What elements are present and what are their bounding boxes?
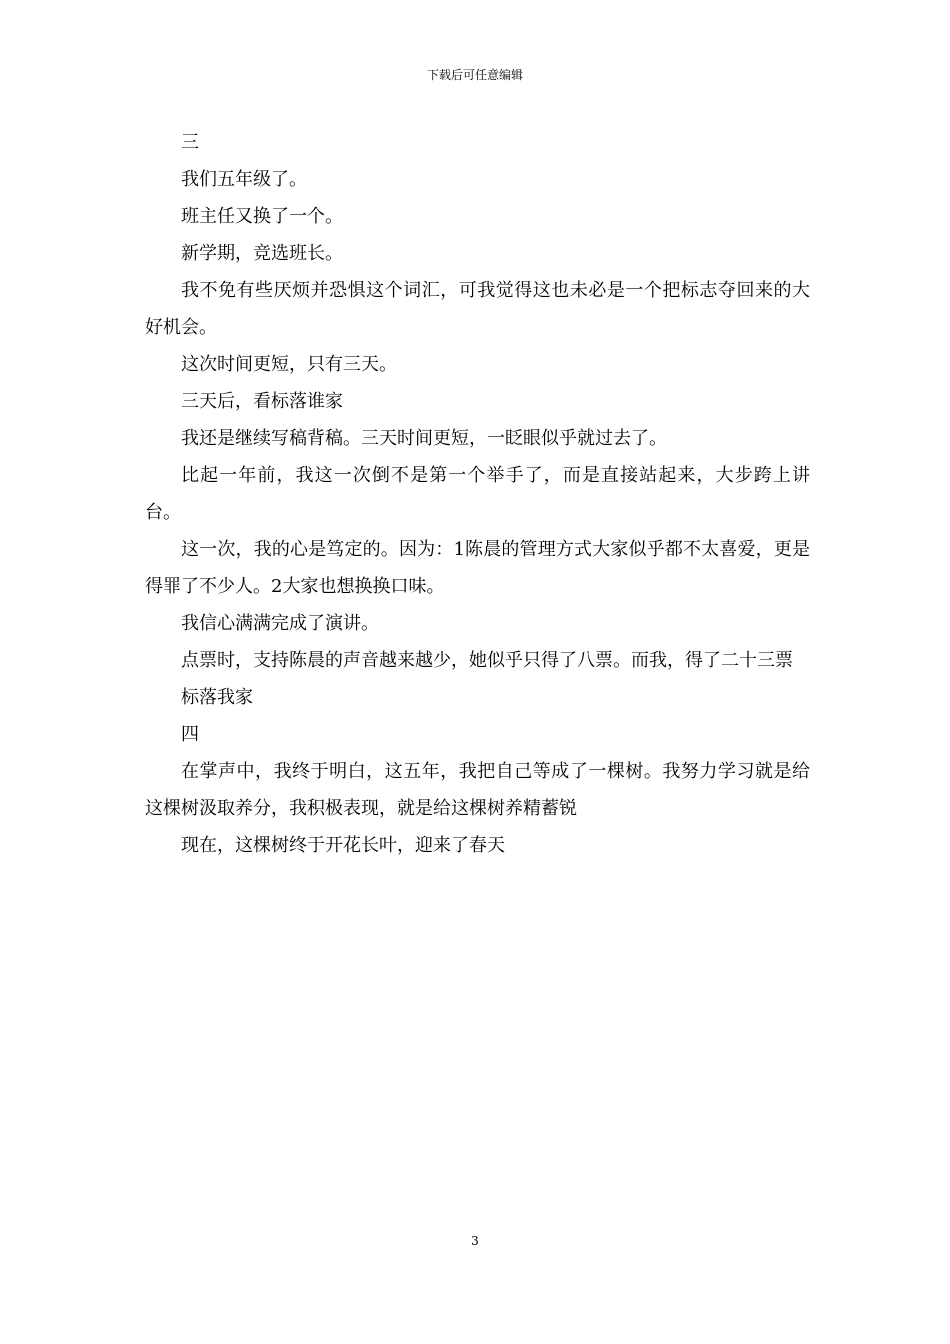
paragraph: 这次时间更短，只有三天。 bbox=[181, 354, 397, 375]
paragraph: 新学期，竞选班长。 bbox=[181, 243, 343, 264]
paragraph: 三天后，看标落谁家 bbox=[181, 391, 343, 412]
paragraph: 标落我家 bbox=[181, 687, 253, 708]
paragraph: 我们五年级了。 bbox=[181, 169, 307, 190]
paragraph: 班主任又换了一个。 bbox=[181, 206, 343, 227]
section-heading-3: 三 bbox=[181, 132, 199, 153]
paragraph: 比起一年前，我这一次倒不是第一个举手了，而是直接站起来，大步跨上讲台。 bbox=[145, 465, 810, 523]
page-number: 3 bbox=[471, 1234, 479, 1248]
paragraph: 这一次，我的心是笃定的。因为：1陈晨的管理方式大家似乎都不太喜爱，更是得罪了不少人。2大家也想换换口味。 bbox=[145, 539, 810, 597]
section-heading-4: 四 bbox=[181, 724, 199, 745]
paragraph: 点票时，支持陈晨的声音越来越少，她似乎只得了八票。而我，得了二十三票 bbox=[181, 650, 793, 671]
document-body bbox=[145, 124, 810, 864]
paragraph: 我不免有些厌烦并恐惧这个词汇，可我觉得这也未必是一个把标志夺回来的大好机会。 bbox=[145, 280, 810, 338]
paragraph: 我信心满满完成了演讲。 bbox=[181, 613, 379, 634]
paragraph: 在掌声中，我终于明白，这五年，我把自己等成了一棵树。我努力学习就是给这棵树汲取养分，我积极表现，就是给这棵树养精蓄锐 bbox=[145, 761, 810, 819]
paragraph: 我还是继续写稿背稿。三天时间更短，一眨眼似乎就过去了。 bbox=[181, 428, 667, 449]
paragraph: 现在，这棵树终于开花长叶，迎来了春天 bbox=[181, 835, 505, 856]
page-header: 下载后可任意编辑 bbox=[426, 68, 523, 82]
